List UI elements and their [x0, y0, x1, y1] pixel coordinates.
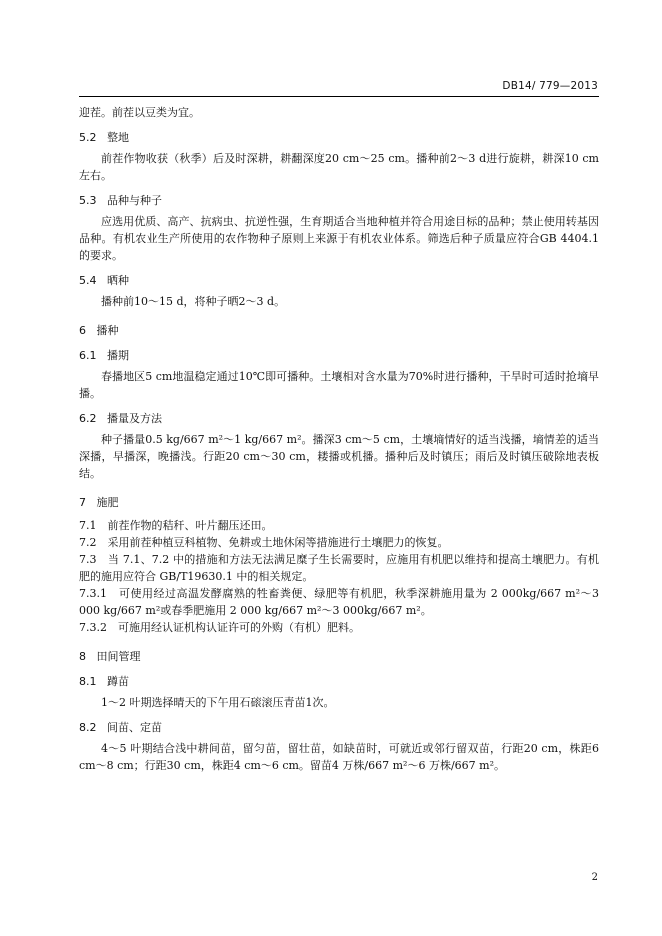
clause-7-2: 7.2 采用前茬种植豆科植物、免耕或土地休闲等措施进行土壤肥力的恢复。 — [79, 536, 449, 549]
paragraph: 种子播量0.5 kg/667 m²～1 kg/667 m²。播深3 cm～5 cm，土壤墒情好的适当浅播，墒情差的适当深播，早播深，晚播浅。行距20 cm～30 cm，耧播或机播。播种后及时镇压；雨后及时镇压破除地表板结。 — [79, 433, 599, 480]
clause-7-3-2: 7.3.2 可施用经认证机构认证许可的外购（有机）肥料。 — [79, 621, 360, 634]
paragraph: 播种前10～15 d，将种子晒2～3 d。 — [101, 295, 286, 308]
paragraph: 4～5 叶期结合浅中耕间苗，留匀苗，留壮苗，如缺苗时，可就近或邻行留双苗，行距20 cm，株距6 cm～8 cm；行距30 cm，株距4 cm～6 cm。留苗4 万株/667 m²～6 万株/667 m²。 — [79, 742, 599, 772]
section-title: 蹲苗 — [107, 675, 129, 688]
clause-7-3: 7.3 当 7.1、7.2 中的措施和方法无法满足糜子生长需要时，应施用有机肥以维持和提高土壤肥力。有机肥的施用应符合 GB/T19630.1 中的相关规定。 — [79, 553, 599, 583]
page-number: 2 — [591, 872, 598, 883]
section-heading-8-2 — [79, 719, 599, 736]
document-body — [79, 104, 599, 774]
chapter-number: 8 — [79, 650, 86, 663]
section-heading-6-1 — [79, 347, 599, 364]
section-number: 6.2 — [79, 412, 97, 425]
section-number: 5.4 — [79, 274, 97, 287]
section-number: 6.1 — [79, 349, 97, 362]
section-title: 整地 — [107, 131, 129, 144]
clause-7-3-1: 7.3.1 可使用经过高温发酵腐熟的牲畜粪便、绿肥等有机肥，秋季深耕施用量为 2 000kg/667 m²～3 000 kg/667 m²或春季肥施用 2 000 kg/667 m²～3 000kg/667 m²。 — [79, 587, 599, 617]
chapter-number: 7 — [79, 496, 86, 509]
chapter-heading-8 — [79, 648, 599, 665]
section-heading-8-1 — [79, 673, 599, 690]
header-rule — [79, 96, 599, 97]
section-number: 5.3 — [79, 194, 97, 207]
section-number: 8.1 — [79, 675, 97, 688]
section-heading-5-3 — [79, 192, 599, 209]
paragraph: 春播地区5 cm地温稳定通过10℃即可播种。土壤相对含水量为70%时进行播种，干旱时可适时抢墒早播。 — [79, 370, 599, 400]
chapter-heading-7 — [79, 494, 599, 511]
paragraph: 1～2 叶期选择晴天的下午用石磙滚压青苗1次。 — [101, 696, 335, 709]
clause-7-1: 7.1 前茬作物的秸秆、叶片翻压还田。 — [79, 519, 273, 532]
section-heading-5-4 — [79, 272, 599, 289]
chapter-number: 6 — [79, 324, 86, 337]
section-title: 播量及方法 — [107, 412, 162, 425]
section-heading-6-2 — [79, 410, 599, 427]
document-id: DB14/ 779—2013 — [502, 80, 598, 92]
section-heading-5-2 — [79, 129, 599, 146]
section-title: 播期 — [107, 349, 129, 362]
chapter-title: 播种 — [96, 324, 119, 337]
section-title: 品种与种子 — [107, 194, 162, 207]
chapter-title: 田间管理 — [96, 650, 141, 663]
section-title: 晒种 — [107, 274, 129, 287]
section-number: 5.2 — [79, 131, 97, 144]
chapter-title: 施肥 — [96, 496, 119, 509]
section-title: 间苗、定苗 — [107, 721, 162, 734]
paragraph: 前茬作物收获（秋季）后及时深耕，耕翻深度20 cm～25 cm。播种前2～3 d进行旋耕，耕深10 cm左右。 — [79, 152, 599, 182]
chapter-heading-6 — [79, 322, 599, 339]
paragraph: 应选用优质、高产、抗病虫、抗逆性强，生育期适合当地种植并符合用途目标的品种；禁止使用转基因品种。有机农业生产所使用的农作物种子原则上来源于有机农业体系。筛选后种子质量应符合GB 4404.1 的要求。 — [79, 215, 599, 262]
paragraph: 迎茬。前茬以豆类为宜。 — [79, 106, 200, 119]
section-number: 8.2 — [79, 721, 97, 734]
